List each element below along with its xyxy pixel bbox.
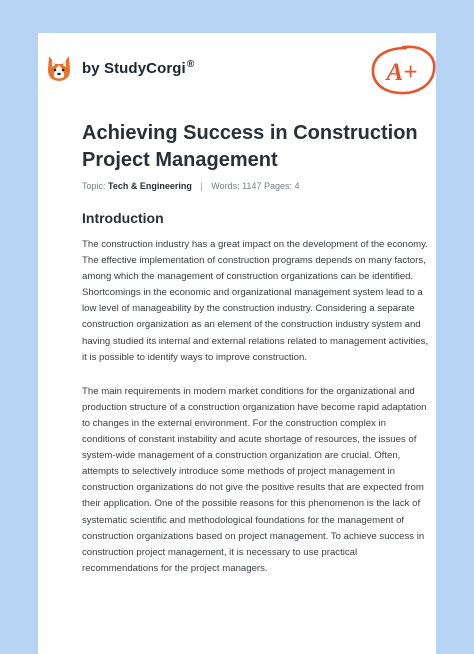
meta-separator: | xyxy=(200,181,203,191)
document-body xyxy=(82,237,430,595)
grade-badge-icon xyxy=(366,42,440,98)
document-title: Achieving Success in Construction Project Management xyxy=(82,122,418,171)
topic-link[interactable]: Tech & Engineering xyxy=(108,181,192,191)
word-count: Words: 1147 xyxy=(211,181,262,191)
svg-text:A+: A+ xyxy=(386,59,418,86)
corgi-icon xyxy=(44,53,74,83)
document-meta xyxy=(82,181,300,191)
brand-name: by StudyCorgi® xyxy=(82,59,195,77)
section-heading: Introduction xyxy=(82,210,164,226)
paragraph: The main requirements in modern market conditions for the organizational and production structure of a construction organization have become rapid adaptation to changes in the external environment. For the construction complex in conditions of constant instability and acute shortage of resources, the issues of system-wide management of a construction organization are crucial. Often, attempts to selectively introduce some methods of project management in construction organizations do not give the positive results that are expected from their application. One of the possible reasons for this phenomenon is the lack of systematic scientific and methodological foundations for the management of construction organizations based on project management. To achieve success in construction project management, it is necessary to use practical recommendations for the project managers. xyxy=(82,385,427,574)
brand-logo[interactable] xyxy=(44,53,194,83)
page-count: Pages: 4 xyxy=(263,181,300,191)
topic-label: Topic: xyxy=(82,181,106,191)
paragraph: The construction industry has a great impact on the development of the economy. The effective implementation of construction programs depends on many factors, among which the management of construction organizations can be identified. Shortcomings in the economic and organizational management system lead to a low level of manageability by the construction industry. Considering a separate construction organization as an element of the construction industry system and having studied its internal and external relations related to management activities, it is possible to identify ways to improve construction. xyxy=(82,239,429,363)
